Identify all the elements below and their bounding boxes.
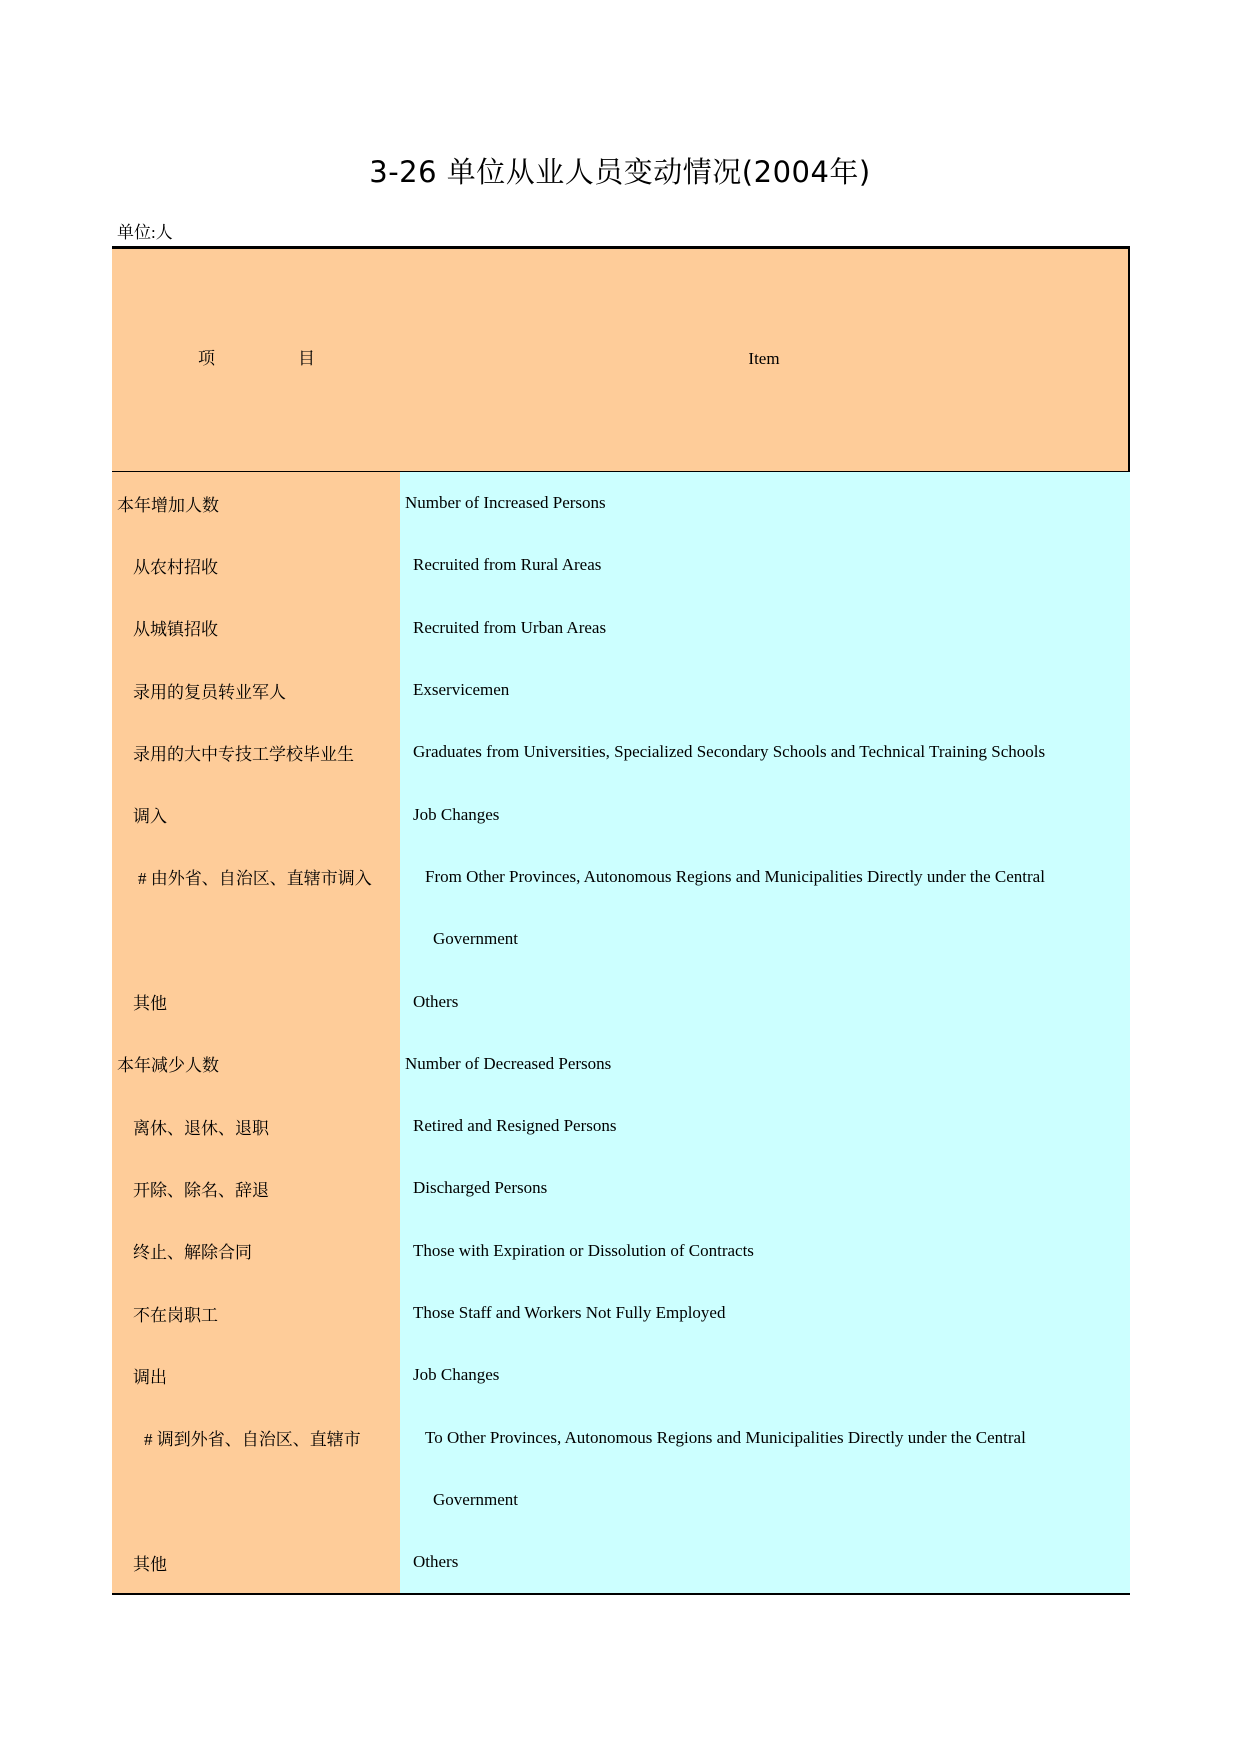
table-row: [112, 1406, 1130, 1468]
row-label-cn: 离休、退休、退职: [112, 1095, 400, 1157]
table-row: [112, 1469, 1130, 1531]
row-label-en: Job Changes: [400, 1344, 1130, 1406]
table-row: [112, 1282, 1130, 1344]
header-cn-part1: 项: [198, 349, 215, 368]
table-row: [112, 659, 1130, 721]
row-label-en: Those with Expiration or Dissolution of Contracts: [400, 1220, 1130, 1282]
row-label-en: Recruited from Rural Areas: [400, 534, 1130, 596]
row-label-en: Others: [400, 1531, 1130, 1593]
row-label-cn: 录用的大中专技工学校毕业生: [112, 721, 400, 783]
row-label-en: Government: [400, 1469, 1130, 1531]
row-label-cn: 从城镇招收: [112, 597, 400, 659]
table-row: [112, 721, 1130, 783]
row-label-cn: 其他: [112, 1531, 400, 1593]
table-row: [112, 846, 1130, 908]
table-row: [112, 1531, 1130, 1593]
row-label-en: Retired and Resigned Persons: [400, 1095, 1130, 1157]
row-label-en: Those Staff and Workers Not Fully Employed: [400, 1282, 1130, 1344]
table-row: [112, 908, 1130, 970]
table-row: [112, 597, 1130, 659]
row-label-en: To Other Provinces, Autonomous Regions and Municipalities Directly under the Central: [400, 1406, 1130, 1468]
page-title: 3-26 单位从业人员变动情况(2004年): [369, 155, 871, 189]
data-table: [112, 246, 1130, 1595]
header-item-en: Item: [748, 349, 780, 368]
table-row: [112, 1095, 1130, 1157]
row-label-cn: # 调到外省、自治区、直辖市: [112, 1406, 400, 1468]
row-label-en: Job Changes: [400, 783, 1130, 845]
table-header: [112, 249, 1130, 472]
row-label-en: Number of Increased Persons: [400, 472, 1130, 534]
row-label-cn: 其他: [112, 970, 400, 1032]
row-label-cn: 录用的复员转业军人: [112, 659, 400, 721]
row-label-en: Government: [400, 908, 1130, 970]
row-label-cn: 不在岗职工: [112, 1282, 400, 1344]
unit-label: 单位:人: [117, 223, 173, 242]
row-label-cn: # 由外省、自治区、直辖市调入: [112, 846, 400, 908]
table-row: [112, 1220, 1130, 1282]
row-label-cn: 调入: [112, 783, 400, 845]
header-cn-part2: 目: [298, 349, 315, 368]
row-label-cn: 从农村招收: [112, 534, 400, 596]
table-row: [112, 783, 1130, 845]
row-label-en: Exservicemen: [400, 659, 1130, 721]
row-label-cn: [112, 1469, 400, 1531]
table-row: [112, 534, 1130, 596]
row-label-cn: 本年减少人数: [112, 1033, 400, 1095]
row-label-en: Recruited from Urban Areas: [400, 597, 1130, 659]
table-row: [112, 1344, 1130, 1406]
table-body: [112, 472, 1130, 1595]
row-label-cn: 调出: [112, 1344, 400, 1406]
row-label-en: Discharged Persons: [400, 1157, 1130, 1219]
table-row: [112, 970, 1130, 1032]
row-label-cn: 本年增加人数: [112, 472, 400, 534]
row-label-en: From Other Provinces, Autonomous Regions and Municipalities Directly under the Central: [400, 846, 1130, 908]
row-label-cn: 终止、解除合同: [112, 1220, 400, 1282]
table-row: [112, 1157, 1130, 1219]
row-label-en: Graduates from Universities, Specialized Secondary Schools and Technical Training Schools: [400, 721, 1130, 783]
table-row: [112, 1033, 1130, 1095]
row-label-en: Number of Decreased Persons: [400, 1033, 1130, 1095]
row-label-cn: 开除、除名、辞退: [112, 1157, 400, 1219]
row-label-en: Others: [400, 970, 1130, 1032]
table-row: [112, 472, 1130, 534]
row-label-cn: [112, 908, 400, 970]
